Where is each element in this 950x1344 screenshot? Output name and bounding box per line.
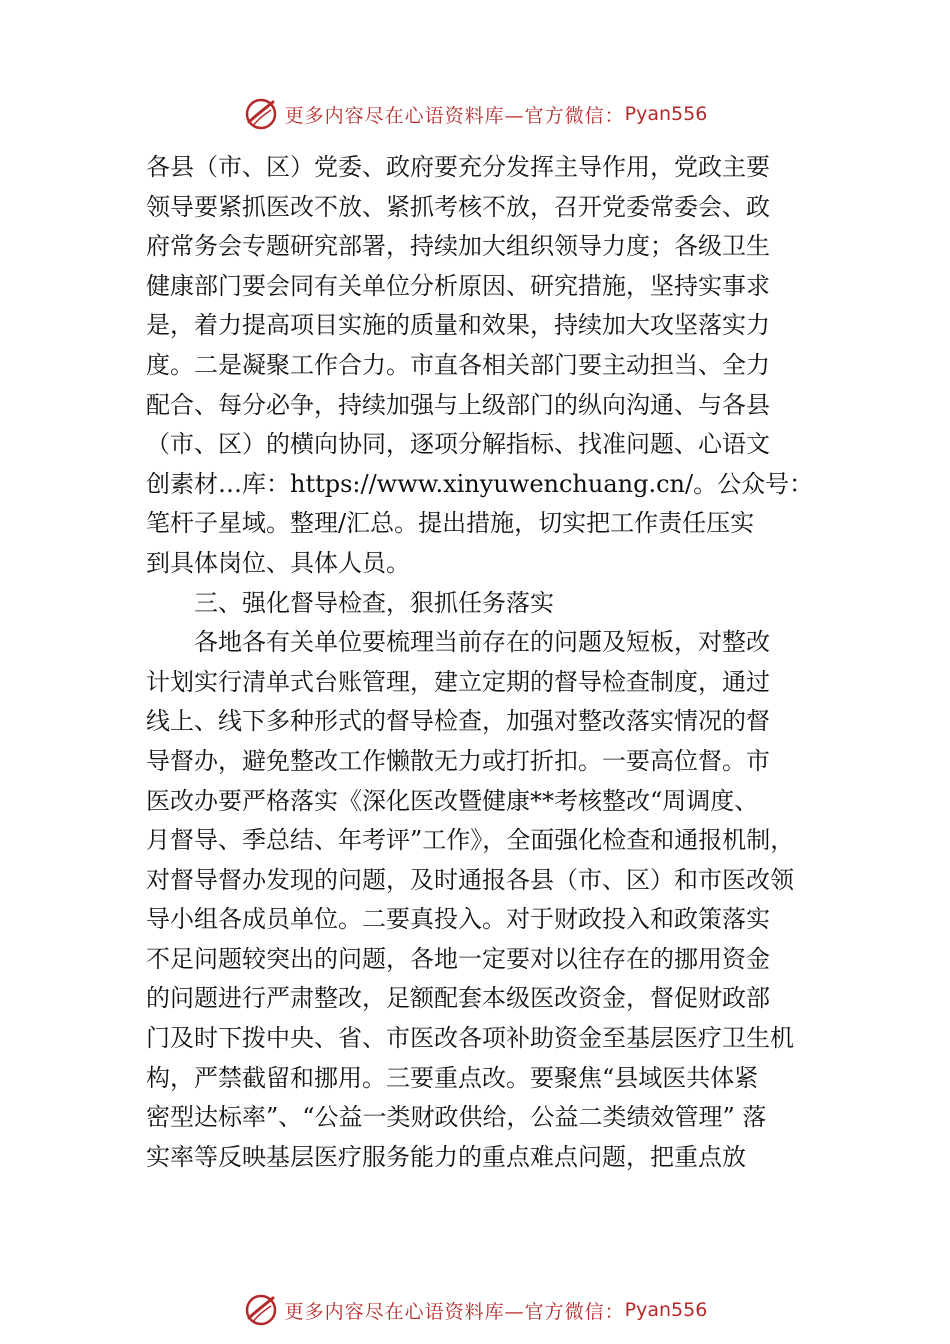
brush-logo-icon [243,96,279,132]
body-line: 导督办，避免整改工作懒散无力或打折扣。一要高位督。市 [146,746,770,775]
body-line: 不足问题较突出的问题，各地一定要对以往存在的挪用资金 [146,944,770,973]
body-line: 到具体岗位、具体人员。 [146,548,410,577]
header-banner [0,94,950,134]
body-line: （市、区）的横向协同，逐项分解指标、找准问题、心语文 [146,430,770,459]
body-line: 府常务会专题研究部署，持续加大组织领导力度；各级卫生 [146,232,770,261]
body-line: 线上、线下多种形式的督导检查，加强对整改落实情况的督 [146,707,770,736]
body-line: 度。二是凝聚工作合力。市直各相关部门要主动担当、全力 [146,350,770,379]
body-line: 月督导、季总结、年考评”工作》，全面强化检查和通报机制， [146,826,795,855]
body-line: 创素材…库：https://www.xinyuwenchuang.cn/。公众号： [146,469,814,498]
banner-wechat-id: Pyan556 [624,103,708,125]
brush-logo-icon [243,1292,279,1328]
body-line: 计划实行清单式台账管理，建立定期的督导检查制度，通过 [146,667,770,696]
body-line: 领导要紧抓医改不放、紧抓考核不放，召开党委常委会、政 [146,192,770,221]
body-line: 笔杆子星域。整理/汇总。提出措施，切实把工作责任压实 [146,509,755,538]
section-heading: 三、强化督导检查，狠抓任务落实 [194,588,554,617]
body-line: 构，严禁截留和挪用。三要重点改。要聚焦“县域医共体紧 [146,1063,759,1092]
banner-text: 更多内容尽在心语资料库—官方微信： [284,1300,625,1323]
footer-banner [0,1290,950,1330]
banner-wechat-id: Pyan556 [624,1299,708,1321]
document-body [146,148,826,1177]
body-line: 各县（市、区）党委、政府要充分发挥主导作用，党政主要 [146,153,770,181]
body-line: 是，着力提高项目实施的质量和效果，持续加大攻坚落实力 [146,311,770,340]
body-line: 配合、每分必争，持续加强与上级部门的纵向沟通、与各县 [146,390,770,419]
body-line: 健康部门要会同有关单位分析原因、研究措施，坚持实事求 [146,271,770,300]
body-line: 的问题进行严肃整改，足额配套本级医改资金，督促财政部 [146,984,770,1013]
body-line: 导小组各成员单位。二要真投入。对于财政投入和政策落实 [146,905,770,934]
body-line: 医改办要严格落实《深化医改暨健康**考核整改“周调度、 [146,786,759,815]
body-line: 实率等反映基层医疗服务能力的重点难点问题，把重点放 [146,1142,746,1171]
body-line: 门及时下拨中央、省、市医改各项补助资金至基层医疗卫生机 [146,1024,794,1053]
body-line: 密型达标率”、“公益一类财政供给，公益二类绩效管理” 落 [146,1103,767,1132]
body-line: 各地各有关单位要梳理当前存在的问题及短板，对整改 [194,628,770,657]
body-line: 对督导督办发现的问题，及时通报各县（市、区）和市医改领 [146,865,794,894]
banner-text: 更多内容尽在心语资料库—官方微信： [284,104,625,127]
